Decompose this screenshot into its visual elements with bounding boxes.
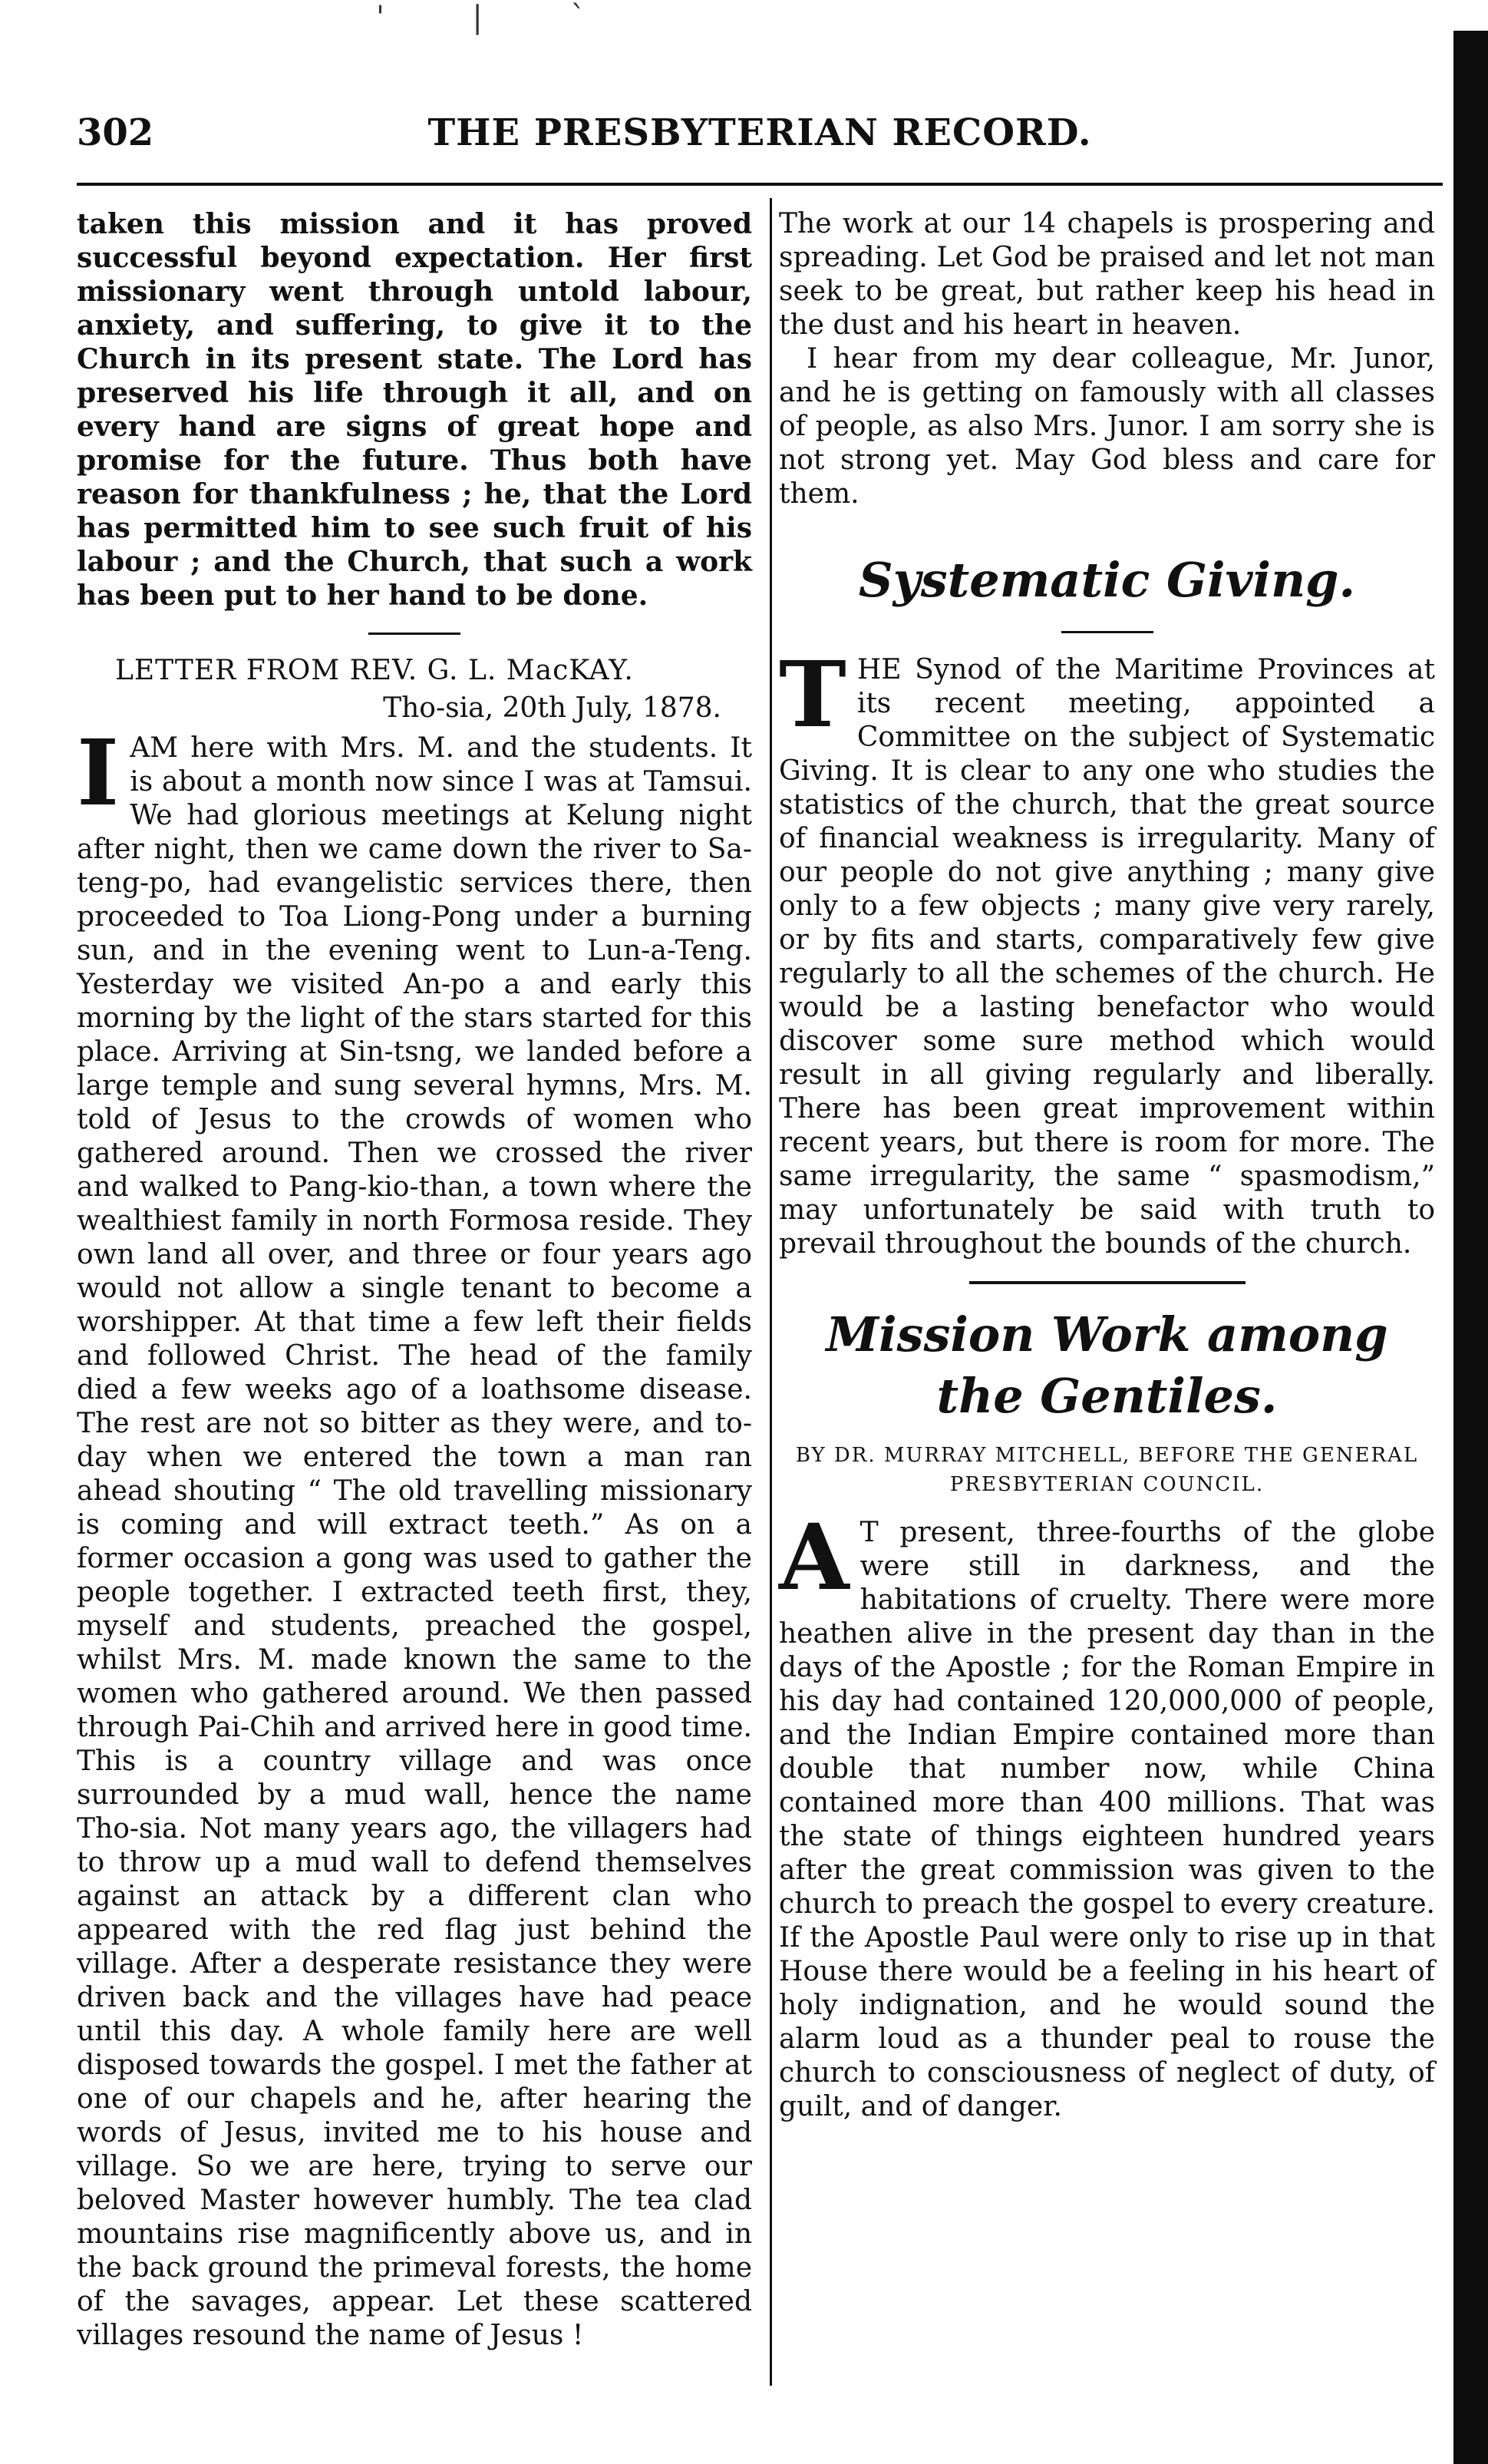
dropcap-letter: I [77, 719, 120, 826]
chapels-paragraph: The work at our 14 chapels is prospering and spreading. Let God be praised and let not man seek to be great, but rather keep his head in the dust and his heart in heaven. [779, 208, 1435, 341]
left-column [77, 207, 752, 2353]
running-title: THE PRESBYTERIAN RECORD. [427, 111, 1092, 154]
section-divider [368, 633, 460, 635]
colleague-paragraph: I hear from my dear colleague, Mr. Junor, and he is getting on famously with all classes of people, as also Mrs. Junor. I am sorry she is not strong yet. May God bless and care for them. [779, 343, 1435, 510]
scan-edge-bar [1453, 31, 1488, 2464]
article-byline: BY DR. MURRAY MITCHELL, BEFORE THE GENERAL PRESBYTERIAN COUNCIL. [795, 1444, 1419, 1496]
page-header [77, 107, 1443, 161]
systematic-giving-text: HE Synod of the Maritime Provinces at its recent meeting, appointed a Committee on the subject of Systematic Giving. It is clear to any one who studies the statistics of the church, that the great source of financial weakness is irregularity. Many of our people do not give anything ; many give only to a few objects ; many give very rarely, or by fits and starts, comparatively few give regularly to all the schemes of the church. He would be a lasting benefactor who would discover some sure method which would result in all giving regularly and liberally. There has been great improvement within recent years, but there is room for more. The same irregularity, the same “ spasmodism,” may unfortunately be said with truth to prevail throughout the bounds of the church. [779, 654, 1435, 1260]
letter-heading: LETTER FROM REV. G. L. MacKAY. [115, 655, 634, 686]
letter-text: AM here with Mrs. M. and the students. It is about a month now since I was at Tamsui. We had glorious meetings at Kelung night after night, then we came down the river to Sa-teng-po, had evangelistic services there, then proceeded to Toa Liong-Pong under a burning sun, and in the evening went to Lun-a-Teng. Yesterday we visited An-po a and early this morning by the light of the stars started for this place. Arriving at Sin-tsng, we landed before a large temple and sung several hymns, Mrs. M. told of Jesus to the crowds of women who gathered around. Then we crossed the river and walked to Pang-kio-than, a town where the wealthiest family in north Formosa reside. They own land all over, and three or four years ago would not allow a single tenant to become a worshipper. At that time a few left their fields and followed Christ. The head of the family died a few weeks ago of a loathsome disease. The rest are not so bitter as they were, and to-day when we entered the town a man ran ahead shouting “ The old travelling missionary is coming and will extract teeth.” As on a former occasion a gong was used to gather the people together. I extracted teeth first, they, myself and students, preached the gospel, whilst Mrs. M. made known the same to the women who gathered around. We then passed through Pai-Chih and arrived here in good time. This is a country village and was once surrounded by a mud wall, hence the name Tho-sia. Not many years ago, the villagers had to throw up a mud wall to defend themselves against an attack by a different clan who appeared with the red flag just behind the village. After a desperate resistance they were driven back and the villages have had peace until this day. A whole family here are well disposed towards the gospel. I met the father at one of our chapels and he, after hearing the words of Jesus, invited me to his house and village. So we are here, trying to serve our beloved Master however humbly. The tea clad mountains rise magnificently above us, and in the back ground the primeval forests, the home of the savages, appear. Let these scattered villages resound the name of Jesus ! [77, 732, 752, 2351]
section-divider [1061, 631, 1153, 633]
column-rule [770, 198, 772, 2386]
dropcap-letter: A [779, 1504, 850, 1610]
mission-work-text: T present, three-fourths of the globe were still in darkness, and the habitations of cruelty. There were more heathen alive in the present day than in the days of the Apostle ; for the Roman Empire in his day had contained 120,000,000 of people, and the Indian Empire contained more than double that number now, while China contained more than 400 millions. That was the state of things eighteen hundred years after the great commission was given to the church to preach the gospel to every creature. If the Apostle Paul were only to rise up in that House there would be a feeling in his heart of holy indignation, and he would sound the alarm loud as a thunder peal to rouse the church to consciousness of neglect of duty, of guilt, and of danger. [779, 1517, 1435, 2122]
header-rule [77, 183, 1443, 186]
margin-marks: ' | ˋ [376, 0, 586, 35]
intro-paragraph: taken this mission and it has proved successful beyond expectation. Her first missionary went through untold labour, anxiety, and suffering, to give it to the Church in its present state. The Lord has preserved his life through it all, and on every hand are signs of great hope and promise for the future. Thus both have reason for thankfulness ; he, that the Lord has permitted him to see such fruit of his labour ; and the Church, that such a work has been put to her hand to be done. [77, 208, 752, 612]
mission-work-body [779, 1504, 1435, 2124]
letter-body [77, 719, 752, 2353]
dropcap-letter: T [779, 641, 846, 748]
right-column [779, 207, 1435, 2124]
systematic-giving-body [779, 641, 1435, 1261]
section-divider [969, 1281, 1245, 1284]
letter-dateline: Tho-sia, 20th July, 1878. [383, 692, 721, 724]
page-number: 302 [77, 111, 154, 154]
section-title-systematic-giving: Systematic Giving. [858, 552, 1356, 608]
section-title-mission-work: Mission Work among the Gentiles. [826, 1306, 1388, 1424]
